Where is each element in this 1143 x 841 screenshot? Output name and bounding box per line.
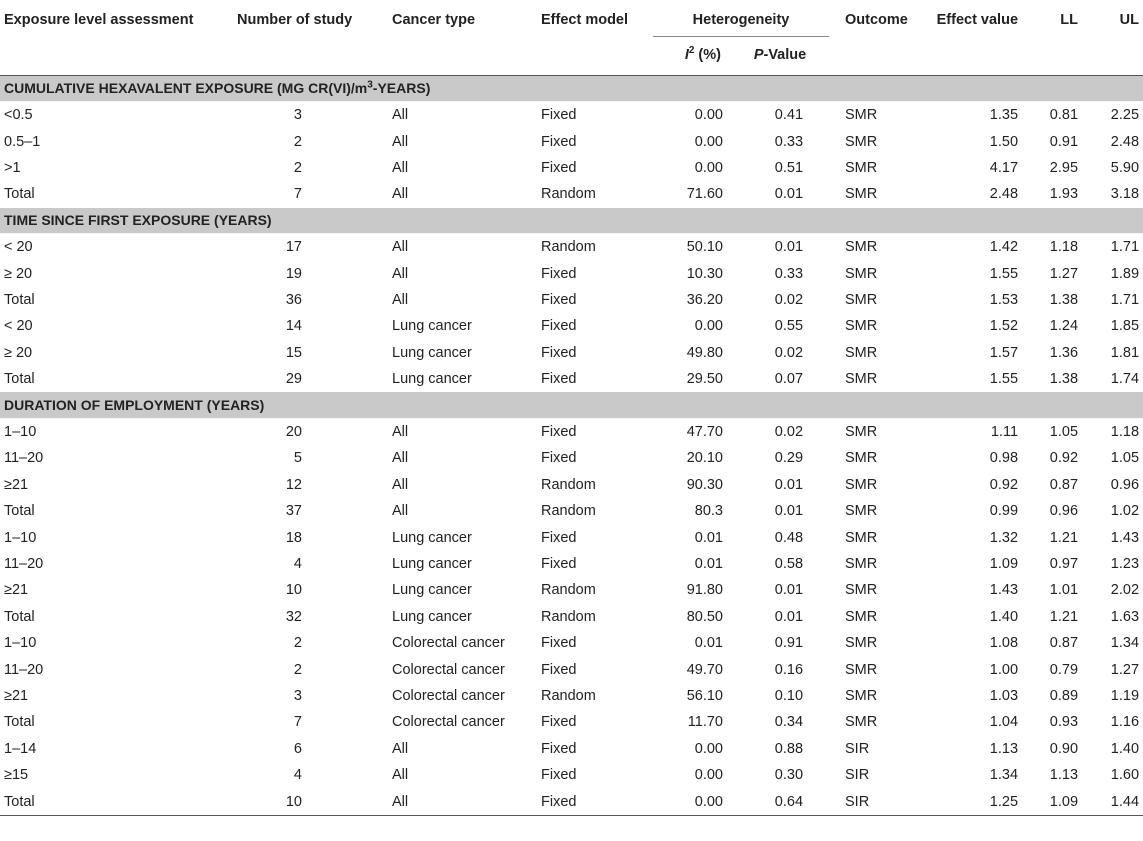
table-row bbox=[0, 551, 1143, 577]
header-cancer-type: Cancer type bbox=[392, 12, 476, 28]
header-effect-model: Effect model bbox=[541, 12, 629, 28]
cell-exposure: Total bbox=[4, 503, 35, 520]
cell-ll: 0.81 bbox=[1049, 107, 1079, 124]
cell-ll: 1.21 bbox=[1049, 529, 1079, 546]
cell-outcome: SMR bbox=[845, 608, 878, 625]
table-row bbox=[0, 340, 1143, 366]
cell-number-of-study: 2 bbox=[293, 133, 302, 150]
cell-number-of-study: 7 bbox=[293, 186, 302, 203]
cell-exposure: 0.5–1 bbox=[4, 133, 41, 150]
cell-outcome: SMR bbox=[845, 529, 878, 546]
cell-effect-model: Fixed bbox=[541, 107, 577, 124]
cell-ul: 1.02 bbox=[1110, 503, 1140, 520]
cell-ll: 1.13 bbox=[1049, 767, 1079, 784]
cell-ul: 1.19 bbox=[1110, 688, 1140, 704]
table-row bbox=[0, 656, 1143, 682]
cell-effect-value: 1.50 bbox=[989, 133, 1019, 150]
cell-cancer-type: All bbox=[392, 450, 409, 467]
cell-ul: 2.48 bbox=[1110, 133, 1140, 150]
cell-cancer-type: Colorectal cancer bbox=[392, 661, 505, 678]
cell-exposure: 11–20 bbox=[4, 661, 44, 678]
header-exposure: Exposure level assessment bbox=[4, 12, 194, 28]
cell-p-value: 0.02 bbox=[774, 292, 804, 309]
cell-p-value: 0.55 bbox=[774, 318, 804, 335]
cell-ul: 1.43 bbox=[1110, 529, 1140, 546]
cell-cancer-type: Lung cancer bbox=[392, 344, 472, 361]
cell-exposure: < 20 bbox=[4, 318, 33, 335]
cell-p-value: 0.58 bbox=[774, 556, 804, 573]
cell-effect-value: 0.98 bbox=[989, 450, 1019, 467]
cell-p-value: 0.29 bbox=[774, 450, 804, 467]
cell-number-of-study: 14 bbox=[285, 318, 302, 335]
cell-outcome: SMR bbox=[845, 107, 878, 124]
cell-ul: 1.63 bbox=[1110, 608, 1140, 625]
cell-number-of-study: 36 bbox=[285, 292, 302, 309]
cell-effect-value: 1.55 bbox=[989, 265, 1019, 282]
cell-number-of-study: 4 bbox=[293, 767, 302, 784]
cell-number-of-study: 7 bbox=[293, 714, 302, 731]
cell-exposure: ≥ 20 bbox=[4, 265, 33, 282]
cell-i2: 90.30 bbox=[686, 476, 723, 493]
cell-effect-model: Fixed bbox=[541, 529, 577, 546]
cell-ul: 1.81 bbox=[1110, 344, 1140, 361]
cell-exposure: 1–14 bbox=[4, 740, 37, 757]
cell-i2: 56.10 bbox=[686, 688, 723, 704]
table-row bbox=[0, 366, 1143, 392]
cell-cancer-type: Lung cancer bbox=[392, 556, 472, 573]
cell-cancer-type: All bbox=[392, 159, 409, 176]
cell-i2: 0.01 bbox=[694, 556, 723, 573]
cell-ll: 1.38 bbox=[1049, 371, 1079, 388]
cell-ll: 0.92 bbox=[1049, 450, 1079, 467]
cell-cancer-type: Lung cancer bbox=[392, 608, 472, 625]
cell-effect-value: 1.34 bbox=[989, 767, 1019, 784]
cell-effect-model: Random bbox=[541, 239, 596, 256]
cell-i2: 0.00 bbox=[653, 788, 731, 815]
cell-ll: 2.95 bbox=[1049, 159, 1079, 176]
table-row bbox=[0, 445, 1143, 471]
cell-outcome: SMR bbox=[845, 503, 878, 520]
cell-number-of-study: 12 bbox=[285, 476, 302, 493]
cell-outcome: SMR bbox=[845, 239, 878, 256]
cell-i2: 0.00 bbox=[694, 133, 723, 150]
table-row bbox=[0, 102, 1143, 129]
cell-effect-value: 2.48 bbox=[989, 186, 1019, 203]
cell-effect-value: 1.43 bbox=[989, 582, 1019, 599]
table-row bbox=[0, 418, 1143, 445]
cell-p-value: 0.07 bbox=[774, 371, 804, 388]
cell-ul: 1.27 bbox=[1110, 661, 1140, 678]
cell-effect-model: Fixed bbox=[541, 556, 577, 573]
cell-effect-model: Fixed bbox=[541, 424, 577, 441]
table-row bbox=[0, 709, 1143, 735]
cell-i2: 91.80 bbox=[686, 582, 723, 599]
table-row bbox=[0, 287, 1143, 313]
cell-effect-value: 0.92 bbox=[989, 476, 1019, 493]
header-i2: $I^2$ (%) bbox=[684, 44, 721, 63]
cell-ul: 1.23 bbox=[1110, 556, 1140, 573]
cell-effect-model: Fixed bbox=[541, 318, 577, 335]
cell-effect-model: Fixed bbox=[541, 265, 577, 282]
cell-p-value: 0.01 bbox=[774, 608, 804, 625]
cell-number-of-study: 10 bbox=[285, 582, 302, 599]
cell-ul: 2.02 bbox=[1110, 582, 1140, 599]
cell-p-value: 0.91 bbox=[774, 635, 804, 652]
cell-outcome: SMR bbox=[845, 661, 878, 678]
table-row bbox=[0, 736, 1143, 762]
cell-number-of-study: 6 bbox=[293, 740, 302, 757]
cell-outcome: SMR bbox=[845, 344, 878, 361]
cell-ul: 1.85 bbox=[1110, 318, 1140, 335]
cell-effect-model: Fixed bbox=[541, 788, 653, 815]
cell-ll: 1.01 bbox=[1049, 582, 1079, 599]
header-outcome: Outcome bbox=[845, 12, 908, 28]
cell-cancer-type: All bbox=[392, 239, 409, 256]
cell-outcome: SMR bbox=[845, 688, 878, 704]
cell-ul: 0.96 bbox=[1110, 476, 1140, 493]
cell-exposure: Total bbox=[4, 371, 35, 388]
cell-number-of-study: 18 bbox=[285, 529, 302, 546]
section-title: CUMULATIVE HEXAVALENT EXPOSURE (MG $CR(VI)/m^3-YEARS$) bbox=[0, 75, 1143, 102]
cell-i2: 0.00 bbox=[694, 159, 723, 176]
cell-effect-value: 1.52 bbox=[989, 318, 1019, 335]
cell-ul: 1.40 bbox=[1110, 740, 1140, 757]
cell-cancer-type: All bbox=[392, 292, 409, 309]
cell-exposure: 11–20 bbox=[4, 450, 44, 467]
cell-number-of-study: 32 bbox=[285, 608, 302, 625]
section-title: DURATION OF EMPLOYMENT (YEARS) bbox=[0, 392, 1143, 418]
cell-ul: 1.74 bbox=[1110, 371, 1140, 388]
cell-outcome: SMR bbox=[845, 186, 878, 203]
cell-outcome: SMR bbox=[845, 318, 878, 335]
cell-exposure: >1 bbox=[4, 159, 21, 176]
cell-number-of-study: 2 bbox=[293, 661, 302, 678]
cell-exposure: ≥21 bbox=[4, 582, 29, 599]
cell-outcome: SMR bbox=[845, 714, 878, 731]
cell-ul: 1.16 bbox=[1110, 714, 1140, 731]
cell-effect-value: 4.17 bbox=[989, 159, 1019, 176]
cell-exposure: 1–10 bbox=[4, 529, 37, 546]
table-row bbox=[0, 181, 1143, 207]
cell-ll: 0.90 bbox=[1049, 740, 1079, 757]
cell-i2: 0.00 bbox=[694, 767, 723, 784]
cell-ul: 1.34 bbox=[1110, 635, 1140, 652]
cell-outcome: SMR bbox=[845, 265, 878, 282]
cell-i2: 0.01 bbox=[694, 529, 723, 546]
cell-effect-model: Random bbox=[541, 503, 596, 520]
cell-p-value: 0.30 bbox=[774, 767, 804, 784]
cell-outcome: SIR bbox=[829, 788, 927, 815]
cell-i2: 47.70 bbox=[686, 424, 723, 441]
cell-exposure: 1–10 bbox=[4, 635, 37, 652]
table-row bbox=[0, 313, 1143, 339]
cell-i2: 49.80 bbox=[686, 344, 723, 361]
cell-exposure: < 20 bbox=[4, 239, 33, 256]
cell-effect-model: Fixed bbox=[541, 371, 577, 388]
cell-outcome: SMR bbox=[845, 159, 878, 176]
cell-cancer-type: Lung cancer bbox=[392, 318, 472, 335]
cell-effect-model: Fixed bbox=[541, 635, 577, 652]
cell-p-value: 0.01 bbox=[774, 476, 804, 493]
cell-number-of-study: 29 bbox=[285, 371, 302, 388]
table-row bbox=[0, 260, 1143, 286]
cell-effect-value: 1.13 bbox=[989, 740, 1019, 757]
cell-effect-model: Fixed bbox=[541, 159, 577, 176]
cell-outcome: SMR bbox=[845, 556, 878, 573]
cell-ll: 0.89 bbox=[1049, 688, 1079, 704]
cell-effect-value: 0.99 bbox=[989, 503, 1019, 520]
cell-effect-model: Random bbox=[541, 582, 596, 599]
cell-number-of-study: 2 bbox=[293, 635, 302, 652]
cell-i2: 0.00 bbox=[694, 740, 723, 757]
table-row bbox=[0, 683, 1143, 709]
cell-exposure: 1–10 bbox=[4, 424, 37, 441]
cell-effect-value: 1.03 bbox=[989, 688, 1019, 704]
cell-p-value: 0.02 bbox=[774, 344, 804, 361]
cell-ll: 0.93 bbox=[1049, 714, 1079, 731]
cell-p-value: 0.33 bbox=[774, 265, 804, 282]
cell-cancer-type: Lung cancer bbox=[392, 371, 472, 388]
cell-i2: 71.60 bbox=[686, 186, 723, 203]
cell-exposure: Total bbox=[4, 714, 35, 731]
cell-p-value: 0.01 bbox=[774, 239, 804, 256]
cell-outcome: SMR bbox=[845, 371, 878, 388]
cell-i2: 80.3 bbox=[694, 503, 723, 520]
cell-i2: 0.00 bbox=[694, 107, 723, 124]
cell-i2: 10.30 bbox=[686, 265, 723, 282]
cell-p-value: 0.10 bbox=[774, 688, 804, 704]
cell-effect-model: Fixed bbox=[541, 767, 577, 784]
cell-number-of-study: 37 bbox=[285, 503, 302, 520]
cell-effect-value: 1.09 bbox=[989, 556, 1019, 573]
cell-effect-value: 1.35 bbox=[989, 107, 1019, 124]
cell-cancer-type: All bbox=[392, 476, 409, 493]
cell-outcome: SMR bbox=[845, 582, 878, 599]
table-row bbox=[0, 234, 1143, 261]
cell-effect-model: Fixed bbox=[541, 661, 577, 678]
cell-p-value: 0.33 bbox=[774, 133, 804, 150]
cell-p-value: 0.02 bbox=[774, 424, 804, 441]
cell-p-value: 0.88 bbox=[774, 740, 804, 757]
cell-exposure: <0.5 bbox=[4, 107, 33, 124]
cell-cancer-type: Colorectal cancer bbox=[392, 714, 505, 731]
cell-effect-model: Random bbox=[541, 688, 596, 704]
cell-i2: 11.70 bbox=[687, 714, 723, 731]
cell-effect-model: Fixed bbox=[541, 292, 577, 309]
cell-exposure: 11–20 bbox=[4, 556, 44, 573]
cell-effect-value: 1.57 bbox=[989, 344, 1019, 361]
cell-cancer-type: All bbox=[392, 186, 409, 203]
header-number-of-study: Number of study bbox=[237, 12, 353, 28]
cell-exposure: ≥ 20 bbox=[4, 344, 33, 361]
cell-p-value: 0.51 bbox=[774, 159, 804, 176]
cell-effect-value: 1.25 bbox=[927, 788, 1018, 815]
cell-i2: 29.50 bbox=[686, 371, 723, 388]
table-row bbox=[0, 630, 1143, 656]
cell-i2: 20.10 bbox=[686, 450, 723, 467]
cell-outcome: SMR bbox=[845, 292, 878, 309]
cell-ll: 1.27 bbox=[1049, 265, 1079, 282]
cell-ll: 0.96 bbox=[1049, 503, 1079, 520]
cell-cancer-type: All bbox=[392, 503, 409, 520]
cell-cancer-type: All bbox=[392, 133, 409, 150]
cell-outcome: SMR bbox=[845, 424, 878, 441]
cell-i2: 80.50 bbox=[686, 608, 723, 625]
cell-p-value: 0.41 bbox=[774, 107, 804, 124]
cell-cancer-type: Lung cancer bbox=[392, 582, 472, 599]
cell-i2: 36.20 bbox=[686, 292, 723, 309]
table-row bbox=[0, 155, 1143, 181]
header-ul: UL bbox=[1119, 12, 1140, 28]
section-header-row bbox=[0, 392, 1143, 418]
table-row bbox=[0, 762, 1143, 788]
cell-effect-value: 1.42 bbox=[989, 239, 1019, 256]
table-header bbox=[0, 0, 1143, 75]
cell-ll: 1.93 bbox=[1049, 186, 1079, 203]
cell-number-of-study: 10 bbox=[237, 788, 392, 815]
cell-ll: 0.79 bbox=[1049, 661, 1079, 678]
cell-ll: 0.87 bbox=[1049, 476, 1079, 493]
cell-effect-model: Random bbox=[541, 476, 596, 493]
cell-i2: 0.01 bbox=[694, 635, 723, 652]
cell-effect-value: 1.40 bbox=[989, 608, 1019, 625]
cell-outcome: SMR bbox=[845, 635, 878, 652]
cell-ul: 1.44 bbox=[1082, 788, 1143, 815]
cell-exposure: ≥21 bbox=[4, 476, 29, 493]
cell-cancer-type: All bbox=[392, 740, 409, 757]
cell-effect-model: Fixed bbox=[541, 714, 577, 731]
cell-p-value: 0.34 bbox=[774, 714, 804, 731]
cell-outcome: SMR bbox=[845, 133, 878, 150]
cell-cancer-type: All bbox=[392, 424, 409, 441]
cell-effect-model: Fixed bbox=[541, 740, 577, 757]
cell-cancer-type: Colorectal cancer bbox=[392, 688, 505, 704]
cell-effect-value: 1.11 bbox=[990, 424, 1019, 441]
cell-ll: 1.05 bbox=[1049, 424, 1079, 441]
cell-exposure: ≥15 bbox=[4, 767, 29, 784]
cell-number-of-study: 3 bbox=[293, 107, 302, 124]
cell-ll: 0.97 bbox=[1049, 556, 1079, 573]
cell-effect-value: 1.55 bbox=[989, 371, 1019, 388]
cell-p-value: 0.16 bbox=[774, 661, 804, 678]
cell-number-of-study: 19 bbox=[285, 265, 302, 282]
cell-p-value: 0.48 bbox=[774, 529, 804, 546]
cell-ul: 1.60 bbox=[1110, 767, 1140, 784]
section-header-row bbox=[0, 208, 1143, 234]
header-ll: LL bbox=[1060, 12, 1079, 28]
cell-exposure: Total bbox=[4, 608, 35, 625]
cell-effect-value: 1.04 bbox=[989, 714, 1019, 731]
cell-number-of-study: 3 bbox=[293, 688, 302, 704]
cell-exposure: Total bbox=[0, 788, 237, 815]
cell-effect-model: Fixed bbox=[541, 344, 577, 361]
cell-number-of-study: 17 bbox=[285, 239, 302, 256]
cell-p-value: 0.01 bbox=[774, 582, 804, 599]
cell-number-of-study: 5 bbox=[293, 450, 302, 467]
table-row bbox=[0, 524, 1143, 550]
cell-effect-value: 1.08 bbox=[989, 635, 1019, 652]
cell-ll: 1.24 bbox=[1049, 318, 1079, 335]
cell-ll: 1.36 bbox=[1049, 344, 1079, 361]
cell-effect-model: Fixed bbox=[541, 450, 577, 467]
cell-effect-value: 1.53 bbox=[989, 292, 1019, 309]
cell-number-of-study: 4 bbox=[293, 556, 302, 573]
cell-cancer-type: All bbox=[392, 107, 409, 124]
cell-outcome: SMR bbox=[845, 476, 878, 493]
table-row bbox=[0, 788, 1143, 815]
cell-number-of-study: 20 bbox=[285, 424, 302, 441]
cell-ul: 1.18 bbox=[1110, 424, 1140, 441]
table-row bbox=[0, 498, 1143, 524]
cell-number-of-study: 2 bbox=[293, 159, 302, 176]
cell-exposure: Total bbox=[4, 292, 35, 309]
header-effect-value: Effect value bbox=[936, 12, 1019, 28]
cell-ll: 1.18 bbox=[1049, 239, 1079, 256]
cell-cancer-type: All bbox=[392, 788, 541, 815]
cell-ll: 0.87 bbox=[1049, 635, 1079, 652]
table-row bbox=[0, 604, 1143, 630]
cell-cancer-type: All bbox=[392, 265, 409, 282]
cell-exposure: ≥21 bbox=[4, 688, 29, 704]
cell-p-value: 0.01 bbox=[774, 186, 804, 203]
cell-ul: 2.25 bbox=[1110, 107, 1140, 124]
table-row bbox=[0, 128, 1143, 154]
cell-ul: 3.18 bbox=[1110, 186, 1140, 203]
cell-effect-value: 1.32 bbox=[989, 529, 1019, 546]
cell-i2: 49.70 bbox=[686, 661, 723, 678]
cell-ul: 5.90 bbox=[1110, 159, 1140, 176]
header-p-value: P-Value bbox=[753, 46, 807, 63]
cell-ul: 1.71 bbox=[1110, 292, 1140, 309]
cell-number-of-study: 15 bbox=[285, 344, 302, 361]
cell-effect-value: 1.00 bbox=[989, 661, 1019, 678]
table-body bbox=[0, 75, 1143, 815]
cell-ul: 1.71 bbox=[1110, 239, 1140, 256]
cell-i2: 50.10 bbox=[686, 239, 723, 256]
cell-outcome: SIR bbox=[845, 740, 870, 757]
cell-ll: 1.38 bbox=[1049, 292, 1079, 309]
cell-p-value: 0.64 bbox=[731, 788, 829, 815]
table-row bbox=[0, 472, 1143, 498]
cell-cancer-type: All bbox=[392, 767, 409, 784]
cell-ul: 1.05 bbox=[1110, 450, 1140, 467]
cell-ul: 1.89 bbox=[1110, 265, 1140, 282]
cell-outcome: SIR bbox=[845, 767, 870, 784]
cell-effect-model: Random bbox=[541, 608, 596, 625]
table-row bbox=[0, 577, 1143, 603]
cell-cancer-type: Colorectal cancer bbox=[392, 635, 505, 652]
cell-effect-model: Fixed bbox=[541, 133, 577, 150]
cell-effect-model: Random bbox=[541, 186, 596, 203]
header-heterogeneity: Heterogeneity bbox=[653, 0, 829, 36]
cell-outcome: SMR bbox=[845, 450, 878, 467]
section-title: TIME SINCE FIRST EXPOSURE (YEARS) bbox=[0, 208, 1143, 234]
cell-i2: 0.00 bbox=[694, 318, 723, 335]
cell-ll: 1.09 bbox=[1018, 788, 1082, 815]
cell-p-value: 0.01 bbox=[774, 503, 804, 520]
section-header-row bbox=[0, 75, 1143, 102]
cell-ll: 1.21 bbox=[1049, 608, 1079, 625]
cell-ll: 0.91 bbox=[1049, 133, 1079, 150]
cell-cancer-type: Lung cancer bbox=[392, 529, 472, 546]
cell-exposure: Total bbox=[4, 186, 35, 203]
